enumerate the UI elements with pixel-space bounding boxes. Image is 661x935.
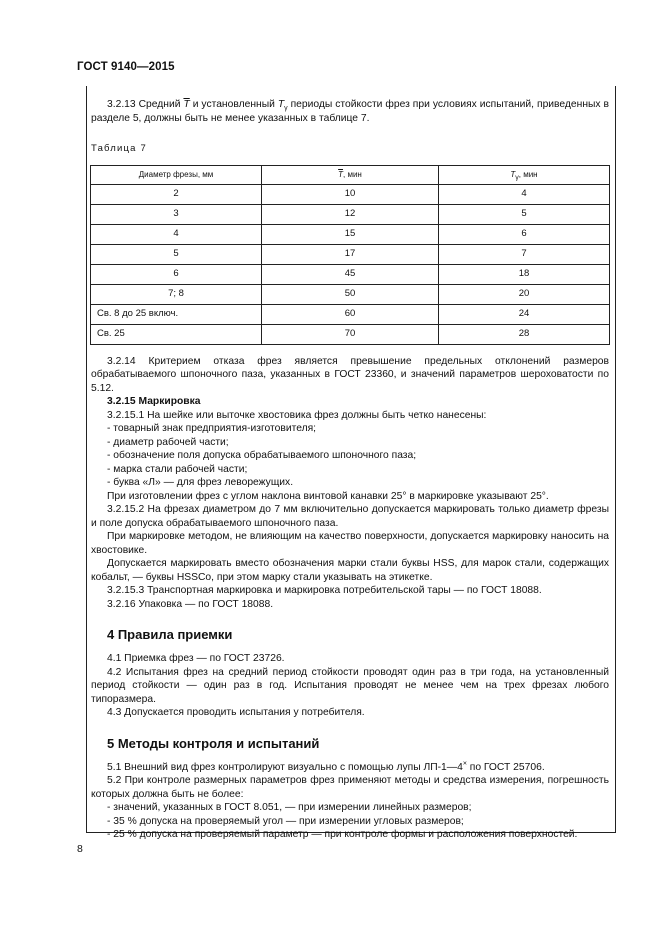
- cell-t-mean: 12: [262, 204, 439, 224]
- clause-3-2-15-title: 3.2.15 Маркировка: [107, 396, 201, 407]
- clause-3-2-14: 3.2.14 Критерием отказа фрез является превышение предельных отклонений размеров обрабатываемого шпоночного паза, указанных в ГОСТ 23360, и значений параметров шероховатости по 5.12.: [91, 355, 609, 394]
- list-item: - марка стали рабочей части;: [107, 463, 248, 475]
- list-item: - значений, указанных в ГОСТ 8.051, — при измерении линейных размеров;: [107, 802, 472, 813]
- cell-t-gamma: 6: [439, 224, 610, 244]
- table-row: [91, 224, 610, 244]
- cell-t-gamma: 7: [439, 244, 610, 264]
- cell-t-mean: 17: [262, 244, 439, 264]
- clause-3-2-16: 3.2.16 Упаковка — по ГОСТ 18088.: [107, 598, 274, 610]
- list-item: - обозначение поля допуска обрабатываемого шпоночного паза;: [107, 450, 417, 461]
- clause-3-2-15-2: 3.2.15.2 На фрезах диаметром до 7 мм включительно допускается маркировать только диаметр фрезы и поле допуска обрабатываемого шпоночного паза.: [91, 504, 609, 529]
- section-4-title: 4 Правила приемки: [107, 627, 233, 642]
- cell-t-gamma: 24: [439, 304, 610, 324]
- cell-t-gamma: 5: [439, 204, 610, 224]
- page-content: [91, 98, 609, 842]
- cell-diameter: Св. 8 до 25 включ.: [91, 304, 262, 324]
- paragraph: При изготовлении фрез с углом наклона винтовой канавки 25° в маркировке указывают 25°.: [107, 490, 549, 502]
- table-7: [90, 165, 610, 345]
- cell-t-mean: 70: [262, 324, 439, 344]
- cell-t-gamma: 20: [439, 284, 610, 304]
- table-row: [91, 264, 610, 284]
- cell-diameter: Св. 25: [91, 324, 262, 344]
- clause-4-1: 4.1 Приемка фрез — по ГОСТ 23726.: [107, 653, 285, 664]
- list-item: - диаметр рабочей части;: [107, 436, 229, 448]
- col-header-t-mean: $\overline{T}$, мин: [262, 165, 439, 184]
- cell-diameter: 2: [91, 184, 262, 204]
- table-row: [91, 244, 610, 264]
- cell-diameter: 4: [91, 224, 262, 244]
- table-row: [91, 324, 610, 344]
- clause-3-2-15-3: 3.2.15.3 Транспортная маркировка и маркировка потребительской тары — по ГОСТ 18088.: [107, 585, 542, 596]
- col-header-t-gamma: $T_\gamma$, мин: [439, 165, 610, 184]
- cell-diameter: 5: [91, 244, 262, 264]
- cell-t-gamma: 4: [439, 184, 610, 204]
- cell-diameter: 3: [91, 204, 262, 224]
- clause-5-2: 5.2 При контроле размерных параметров фрез применяют методы и средства измерения, погрешность которых должна быть не более:: [91, 775, 609, 800]
- table-row: [91, 204, 610, 224]
- table-header-row: [91, 165, 610, 184]
- table-row: [91, 304, 610, 324]
- clause-3-2-13: 3.2.13 Средний $\overline{T}$ и установленный $T_\gamma$ периоды стойкости фрез при условиях испытаний, приведенных в разделе 5, должны быть не менее указанных в таблице 7.: [91, 99, 609, 124]
- list-item: - буква «Л» — для фрез леворежущих.: [107, 477, 294, 488]
- cell-diameter: 6: [91, 264, 262, 284]
- cell-t-gamma: 18: [439, 264, 610, 284]
- cell-t-mean: 15: [262, 224, 439, 244]
- list-item: - 25 % допуска на проверяемый параметр — при контроле формы и расположения поверхностей.: [107, 829, 578, 840]
- list-item: - товарный знак предприятия-изготовителя;: [107, 423, 317, 434]
- cell-t-mean: 10: [262, 184, 439, 204]
- clause-3-2-15-1: 3.2.15.1 На шейке или выточке хвостовика фрез должны быть четко нанесены:: [107, 409, 487, 421]
- cell-t-gamma: 28: [439, 324, 610, 344]
- cell-t-mean: 50: [262, 284, 439, 304]
- clause-4-2: 4.2 Испытания фрез на средний период стойкости проводят один раз в три года, на установленный период стойкости — один раз в год. Испытания проводят не менее чем на трех фрезах любого типоразмера.: [91, 666, 609, 705]
- section-5-title: 5 Методы контроля и испытаний: [107, 735, 320, 751]
- list-item: - 35 % допуска на проверяемый угол — при измерении угловых размеров;: [107, 815, 464, 827]
- paragraph: При маркировке методом, не влияющим на качество поверхности, допускается маркировку наносить на хвостовике.: [91, 531, 609, 556]
- cell-diameter: 7; 8: [91, 284, 262, 304]
- cell-t-mean: 60: [262, 304, 439, 324]
- clause-5-1: 5.1 Внешний вид фрез контролируют визуально с помощью лупы ЛП-1—4× по ГОСТ 25706.: [107, 760, 545, 773]
- table-row: [91, 184, 610, 204]
- clause-4-3: 4.3 Допускается проводить испытания у потребителя.: [107, 707, 365, 718]
- page-number: 8: [77, 843, 83, 855]
- paragraph: Допускается маркировать вместо обозначения марки стали буквы HSS, для марок стали, содержащих кобальт, — буквы HSSCo, при этом марку стали указывать на этикетке.: [91, 558, 609, 583]
- table-row: [91, 284, 610, 304]
- table-caption: Таблица 7: [91, 143, 147, 154]
- document-header: ГОСТ 9140—2015: [77, 61, 175, 73]
- cell-t-mean: 45: [262, 264, 439, 284]
- col-header-diameter: Диаметр фрезы, мм: [91, 165, 262, 184]
